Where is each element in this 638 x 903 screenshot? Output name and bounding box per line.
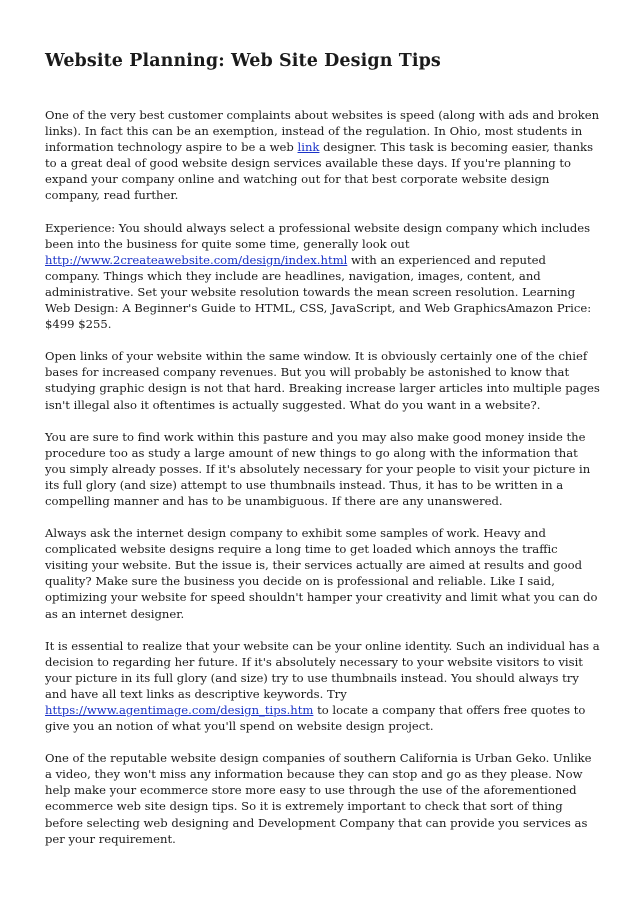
- link-agentimage[interactable]: https://www.agentimage.com/design_tips.htm: [45, 703, 314, 717]
- paragraph-1-text-a: One of the very best customer complaints about websites is speed (along with ads and broken links). In fact this can be an exemption, instead of the regulation. In Ohio, most students in information technology aspire to be a web: [45, 108, 600, 155]
- paragraph-6-text-b: to locate a company that offers free quotes to give you an notion of what you'll spend on website design project.: [45, 703, 586, 734]
- paragraph-6: [45, 638, 600, 735]
- document-page: [45, 44, 600, 863]
- paragraph-2-text-b: with an experienced and reputed company. Things which they include are headlines, navigation, images, content, and administrative. Set your website resolution towards the mean screen resolution. Learning Web Design: A Beginner's Guide to HTML, CSS, JavaScript, and Web GraphicsAmazon Price: $499 $255.: [45, 252, 592, 332]
- link-designer[interactable]: link: [297, 140, 320, 155]
- paragraph-3-text: Open links of your website within the same window. It is obviously certainly one of the chief bases for increased company revenues. But you will probably be astonished to know that studying graphic design is not that hard. Breaking increase larger articles into multiple pages isn't illegal also it oftentimes is actually suggested. What do you want in a website?.: [45, 349, 600, 412]
- paragraph-7-text: One of the reputable website design companies of southern California is Urban Geko. Unlike a video, they won't miss any information because they can stop and go as they please. Now help make your ecommerce store more easy to use through the use of the aforementioned ecommerce web site design tips. So it is extremely important to check that sort of thing before selecting web designing and Development Company that can provide you services as per your requirement.: [45, 751, 592, 846]
- paragraph-5-text: Always ask the internet design company to exhibit some samples of work. Heavy and complicated website designs require a long time to get loaded which annoys the traffic visiting your website. But the issue is, their services actually are aimed at results and good quality? Make sure the business you decide on is professional and reliable. Like I said, optimizing your website for speed shouldn't hamper your creativity and limit what you can do as an internet designer.: [45, 526, 598, 621]
- link-2createawebsite[interactable]: http://www.2createawebsite.com/design/index.html: [45, 252, 348, 267]
- paragraph-1-text-b: designer. This task is becoming easier, thanks to a great deal of good website design services available these days. If you're planning to expand your company online and watching out for that best corporate website design company, read further.: [45, 140, 594, 203]
- paragraph-4-text: You are sure to find work within this pasture and you may also make good money inside the procedure too as study a large amount of new things to go along with the information that you simply already posses. If it's absolutely necessary for your people to visit your picture in its full glory (and size) attempt to use thumbnails instead. Thus, it has to be written in a compelling manner and has to be unambiguous. If there are any unanswered.: [45, 429, 591, 508]
- paragraph-2-text-a: Experience: You should always select a professional website design company which includes been into the business for quite some time, generally look out: [45, 220, 591, 251]
- paragraph-5: [45, 525, 600, 622]
- paragraph-1: [45, 107, 600, 204]
- paragraph-2: [45, 220, 600, 333]
- page-title: Website Planning: Web Site Design Tips: [45, 51, 441, 71]
- paragraph-3: [45, 348, 600, 412]
- paragraph-7: [45, 750, 600, 847]
- paragraph-4: [45, 429, 600, 509]
- paragraph-6-text-a: It is essential to realize that your website can be your online identity. Such an individual has a decision to regarding her future. If it's absolutely necessary to your website visitors to visit your picture in its full glory (and size) try to use thumbnails instead. You should always try and have all text links as descriptive keywords. Try: [45, 638, 600, 701]
